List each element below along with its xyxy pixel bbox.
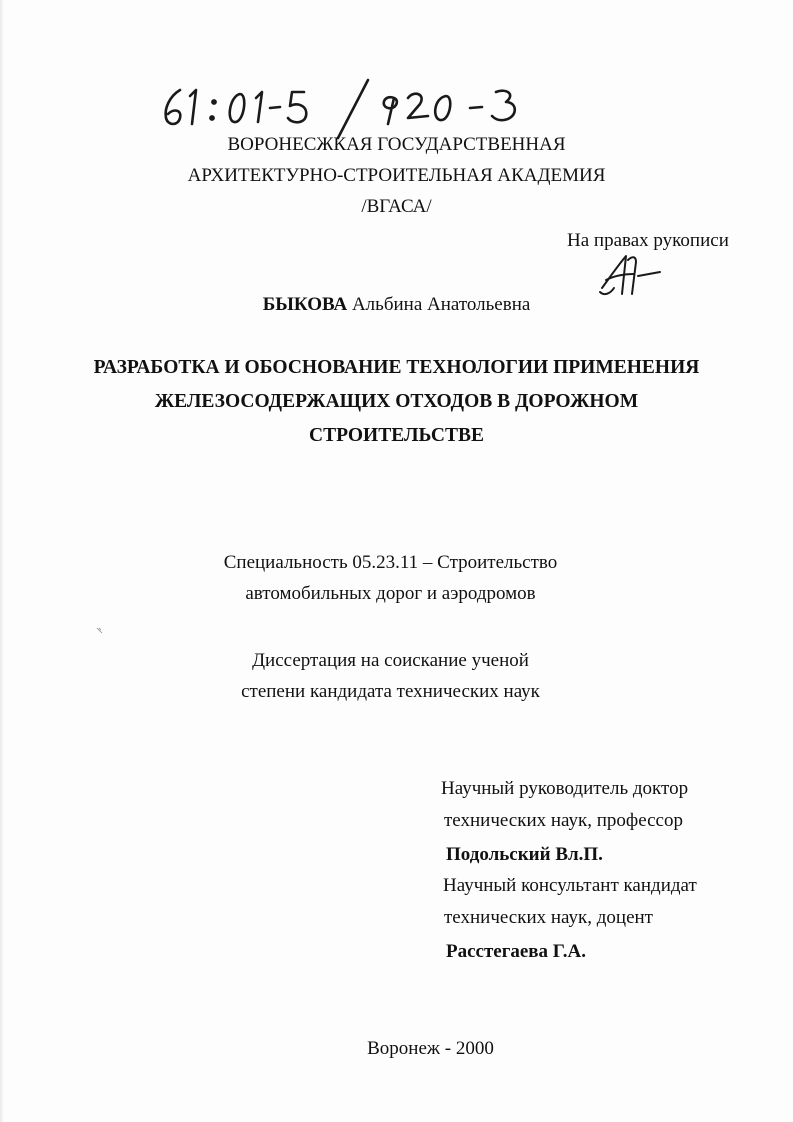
title-line-2: ЖЕЛЕЗОСОДЕРЖАЩИХ ОТХОДОВ В ДОРОЖНОМ — [154, 391, 639, 412]
signature — [598, 250, 666, 300]
rights-note: На правах рукописи — [567, 230, 729, 251]
advisor-title-line-2: технических наук, профессор — [444, 810, 683, 831]
title-line-3: СТРОИТЕЛЬСТВЕ — [308, 425, 484, 446]
specialty-line-2: автомобильных дорог и аэродромов — [245, 583, 536, 604]
place-and-year: Воронеж - 2000 — [367, 1038, 494, 1059]
handwritten-archive-number — [158, 78, 548, 140]
institution-line-2: АРХИТЕКТУРНО-СТРОИТЕЛЬНАЯ АКАДЕМИЯ — [187, 165, 606, 186]
author-given-names: Альбина Анатольевна — [351, 294, 531, 315]
institution-abbreviation: /ВГАСА/ — [361, 196, 432, 217]
dissertation-line-2: степени кандидата технических наук — [241, 681, 540, 702]
scan-speck — [96, 627, 104, 635]
institution-line-1: ВОРОНЕСЖКАЯ ГОСУДАРСТВЕННАЯ — [227, 134, 566, 155]
dissertation-line-1: Диссертация на соискание ученой — [252, 650, 529, 671]
author-name — [0, 294, 793, 316]
advisor-name: Подольский Вл.П. — [446, 844, 603, 865]
title-line-1: РАЗРАБОТКА И ОБОСНОВАНИЕ ТЕХНОЛОГИИ ПРИМЕНЕНИЯ — [93, 357, 700, 378]
author-surname: БЫКОВА — [262, 294, 348, 315]
specialty-line-1: Специальность 05.23.11 – Строительство — [223, 552, 558, 573]
advisor-title-line-1: Научный руководитель доктор — [441, 778, 689, 799]
consultant-name: Расстегаева Г.А. — [446, 941, 586, 962]
archive-number-ink — [158, 78, 548, 140]
consultant-title-line-1: Научный консультант кандидат — [443, 875, 697, 896]
consultant-title-line-2: технических наук, доцент — [444, 907, 653, 928]
